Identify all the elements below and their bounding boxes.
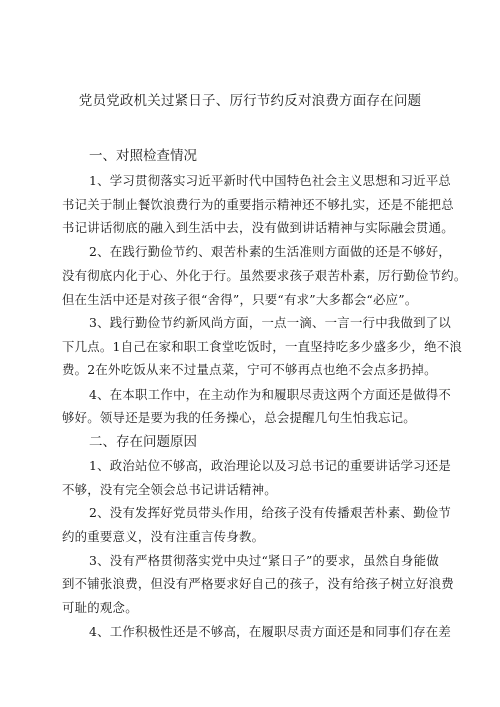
section-heading: 一、对照检查情况 (89, 148, 197, 164)
paragraph-line: 到不铺张浪费，但没有严格要求好自己的孩子，没有给孩子树立好浪费 (62, 576, 454, 591)
paragraph-line: 1、政治站位不够高，政治理论以及习总书记的重要讲话学习还是 (89, 458, 452, 473)
paragraph-line: 可耻的观念。 (62, 600, 138, 615)
paragraph-line: 书记关于制止餐饮浪费行为的重要指示精神还不够扎实，还是不能把总 (62, 197, 454, 212)
section-heading: 二、存在问题原因 (89, 434, 197, 450)
paragraph-line: 不够，没有完全领会总书记讲话精神。 (62, 482, 277, 497)
paragraph-line: 2、在践行勤俭节约、艰苦朴素的生活准则方面做的还是不够好， (89, 244, 452, 259)
paragraph-line: 书记讲话彻底的融入到生活中去，没有做到讲话精神与实际融会贯通。 (62, 220, 454, 235)
paragraph-line: 没有彻底内化于心、外化于行。虽然要求孩子艰苦朴素，厉行勤俭节约。 (62, 268, 467, 283)
paragraph-line: 约的重要意义，没有注重言传身教。 (62, 529, 265, 544)
paragraph-line: 1、学习贯彻落实习近平新时代中国特色社会主义思想和习近平总 (89, 173, 452, 188)
paragraph-line: 够好。领导还是要为我的任务操心，总会提醒几句生怕我忘记。 (62, 410, 416, 425)
document-title: 党员党政机关过紧日子、厉行节约反对浪费方面存在问题 (78, 93, 422, 109)
paragraph-line: 4、工作积极性还是不够高，在履职尽责方面还是和同事们存在差 (89, 624, 452, 639)
paragraph-line: 2、没有发挥好党员带头作用，给孩子没有传播艰苦朴素、勤俭节 (89, 505, 452, 520)
paragraph-line: 4、在本职工作中，在主动作为和履职尽责这两个方面还是做得不 (89, 387, 452, 402)
paragraph-line: 下几点。1自己在家和职工食堂吃饭时，一直坚持吃多少盛多少，绝不浪 (62, 339, 462, 354)
paragraph-line: 3、没有严格贯彻落实党中央过“紧日子”的要求，虽然自身能做 (89, 553, 439, 568)
paragraph-line: 但在生活中还是对孩子很“舍得”，只要“有求”大多都会“必应”。 (62, 292, 418, 307)
paragraph-line: 费。2在外吃饭从来不过量点菜，宁可不够再点也绝不会点多扔掉。 (62, 362, 437, 377)
paragraph-line: 3、践行勤俭节约新风尚方面，一点一滴、一言一行中我做到了以 (89, 315, 452, 330)
